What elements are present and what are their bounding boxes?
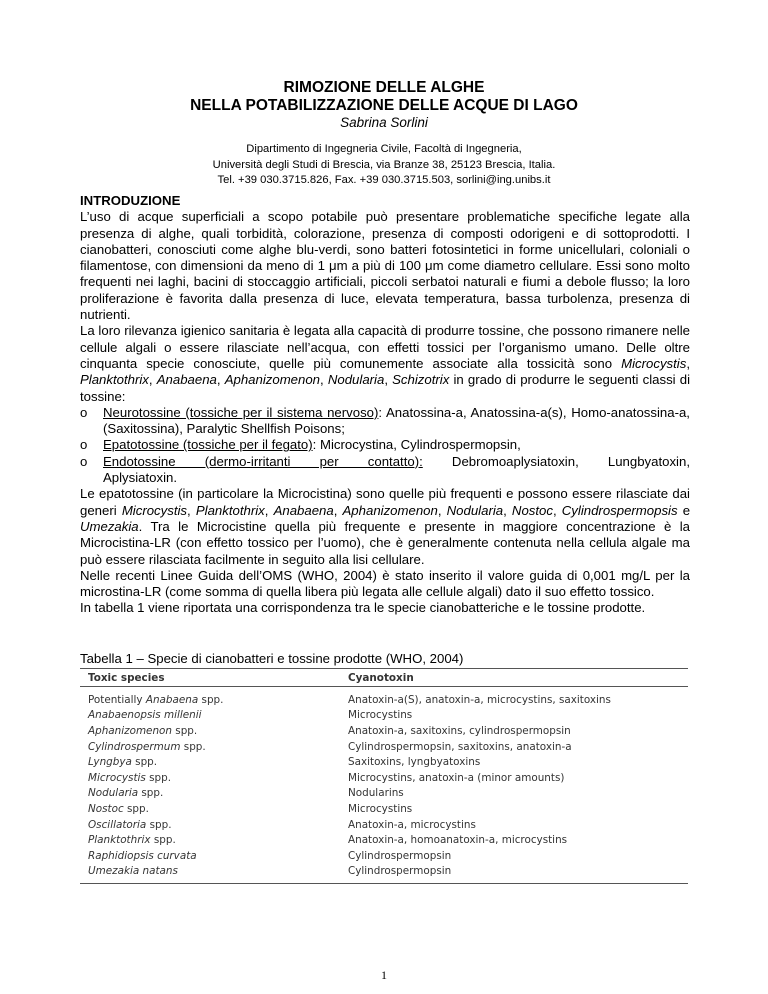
bullet-marker: o [80, 437, 88, 453]
list-item: o Endotossine (dermo-irritanti per contatto): Debromoaplysiatoxin, Lungbyatoxin, Aplysiatoxin. [80, 453, 690, 486]
table-row [80, 739, 688, 755]
title-line-2: NELLA POTABILIZZAZIONE DELLE ACQUE DI LAGO [190, 97, 578, 114]
toxin-cell: Cylindrospermopsin [348, 849, 452, 862]
toxin-cell: Cylindrospermopsin, saxitoxins, anatoxin-a [348, 740, 572, 753]
list-item: o Neurotossine (tossiche per il sistema nervoso): Anatossina-a, Anatossina-a(s), Homo-anatossina-a, (Saxitossina), Paralytic Shellfish Poisons; [80, 404, 690, 437]
column-header: Toxic species [80, 669, 340, 687]
affiliation-line: Tel. +39 030.3715.826, Fax. +39 030.3715.503, sorlini@ing.unibs.it [217, 174, 551, 186]
affiliation-block [0, 142, 768, 189]
toxin-cell: Saxitoxins, lyngbyatoxins [348, 756, 481, 769]
table-row [80, 832, 688, 848]
species-cell: Lyngbya spp. [88, 756, 158, 769]
paragraph: In tabella 1 viene riportata una corrispondenza tra le specie cianobatteriche e le tossine prodotte. [80, 600, 646, 616]
table-body [80, 687, 688, 884]
species-cell: Raphidiopsis curvata [88, 849, 197, 862]
paragraph: La loro rilevanza igienico sanitaria è legata alla capacità di produrre tossine, che possono rimanere nelle cellule algali o essere rilasciate nell’acqua, con effetti tossici per l’organismo umano. Delle oltre cinquanta specie conosciute, quelle più comunemente associate alla tossicità sono Microcystis, Planktothrix, Anabaena, Aphanizomenon, Nodularia, Schizotrix in grado di produrre le seguenti classi di tossine: [80, 323, 691, 404]
toxin-class-label: Epatotossine (tossiche per il fegato) [103, 437, 313, 453]
toxin-cell: Microcystins [348, 802, 413, 815]
table-row [80, 801, 688, 817]
species-cell: Cylindrospermum spp. [88, 740, 206, 753]
toxin-cell: Microcystins, anatoxin-a (minor amounts) [348, 771, 565, 784]
toxin-cell: Anatoxin-a, saxitoxins, cylindrospermopsin [348, 724, 571, 737]
table-row [80, 687, 688, 708]
toxin-cell: Microcystins [348, 709, 413, 722]
list-item: o Epatotossine (tossiche per il fegato): Microcystina, Cylindrospermopsin, [80, 437, 521, 453]
table-row [80, 723, 688, 739]
table-caption: Tabella 1 – Specie di cianobatteri e tossine prodotte (WHO, 2004) [80, 651, 464, 666]
paragraph: Le epatotossine (in particolare la Microcistina) sono quelle più frequenti e possono essere rilasciate dai generi Microcystis, Planktothrix, Anabaena, Aphanizomenon, Nodularia, Nostoc, Cylindrospermopsis e Umezakia. Tra le Microcistine quella più frequente e presente in maggiore concentrazione è la Microcistina-LR (con effetto tossico per l’uomo), che è generalmente contenuta nella cellula algale ma può essere rilasciata facilmente in seguito alla lisi cellulare. [80, 486, 691, 567]
species-toxin-table [80, 668, 688, 884]
species-cell: Anabaenopsis millenii [88, 709, 202, 722]
toxin-cell: Anatoxin-a(S), anatoxin-a, microcystins, saxitoxins [348, 693, 611, 706]
bullet-marker: o [80, 453, 88, 469]
section-heading: INTRODUZIONE [80, 193, 181, 208]
species-cell: Microcystis spp. [88, 771, 172, 784]
species-cell: Planktothrix spp. [88, 834, 176, 847]
table-row [80, 770, 688, 786]
species-cell: Umezakia natans [80, 864, 340, 884]
author-name: Sabrina Sorlini [340, 115, 428, 130]
table-row [80, 786, 688, 802]
table-row [80, 848, 688, 864]
toxin-cell: Cylindrospermopsin [340, 864, 688, 884]
table-row [80, 864, 688, 884]
affiliation-line: Dipartimento di Ingegneria Civile, Facoltà di Ingegneria, [246, 143, 522, 155]
paragraph: Nelle recenti Linee Guida dell’OMS (WHO, 2004) è stato inserito il valore guida di 0,001 mg/L per la microstina-LR (come somma di quella libera più legata alle cellule algali) dato il suo effetto tossico. [80, 567, 690, 600]
table-row [80, 817, 688, 833]
species-cell: Nostoc spp. [88, 802, 149, 815]
column-header: Cyanotoxin [340, 669, 688, 687]
species-cell: Nodularia spp. [88, 787, 164, 800]
bullet-marker: o [80, 404, 88, 420]
species-cell: Oscillatoria spp. [88, 818, 172, 831]
species-cell: Aphanizomenon spp. [88, 724, 198, 737]
title-line-1: RIMOZIONE DELLE ALGHE [283, 79, 485, 96]
toxin-cell: Anatoxin-a, homoanatoxin-a, microcystins [348, 834, 568, 847]
toxin-class-label: Endotossine (dermo-irritanti per contatto): [103, 453, 423, 469]
table-row [80, 754, 688, 770]
affiliation-line: Università degli Studi di Brescia, via Branze 38, 25123 Brescia, Italia. [212, 158, 556, 171]
paragraph: L’uso di acque superficiali a scopo potabile può presentare problematiche specifiche legate alla presenza di alghe, quali torbidità, colorazione, presenza di composti odorigeni e di sottoprodotti. I cianobatteri, conosciuti come alghe blu-verdi, sono batteri fotosintetici in forme unicellulari, coloniali o filamentose, con dimensioni da meno di 1 μm a più di 100 μm come diametro cellulare. Essi sono molto frequenti nei laghi, bacini di stoccaggio artificiali, piccoli serbatoi naturali e fiumi a debole flusso; la loro proliferazione è favorita dalla presenza di luce, elevata temperatura, bassa turbolenza, presenza di nutrienti. [80, 209, 690, 323]
table-header-row [80, 669, 688, 687]
table-row [80, 708, 688, 724]
introduction-section [80, 193, 690, 617]
toxin-cell: Anatoxin-a, microcystins [348, 818, 476, 831]
species-cell: Potentially Anabaena spp. [88, 693, 224, 706]
toxin-cell: Nodularins [348, 787, 404, 800]
toxin-class-label: Neurotossine (tossiche per il sistema nervoso) [103, 404, 379, 420]
page-number: 1 [381, 968, 387, 982]
